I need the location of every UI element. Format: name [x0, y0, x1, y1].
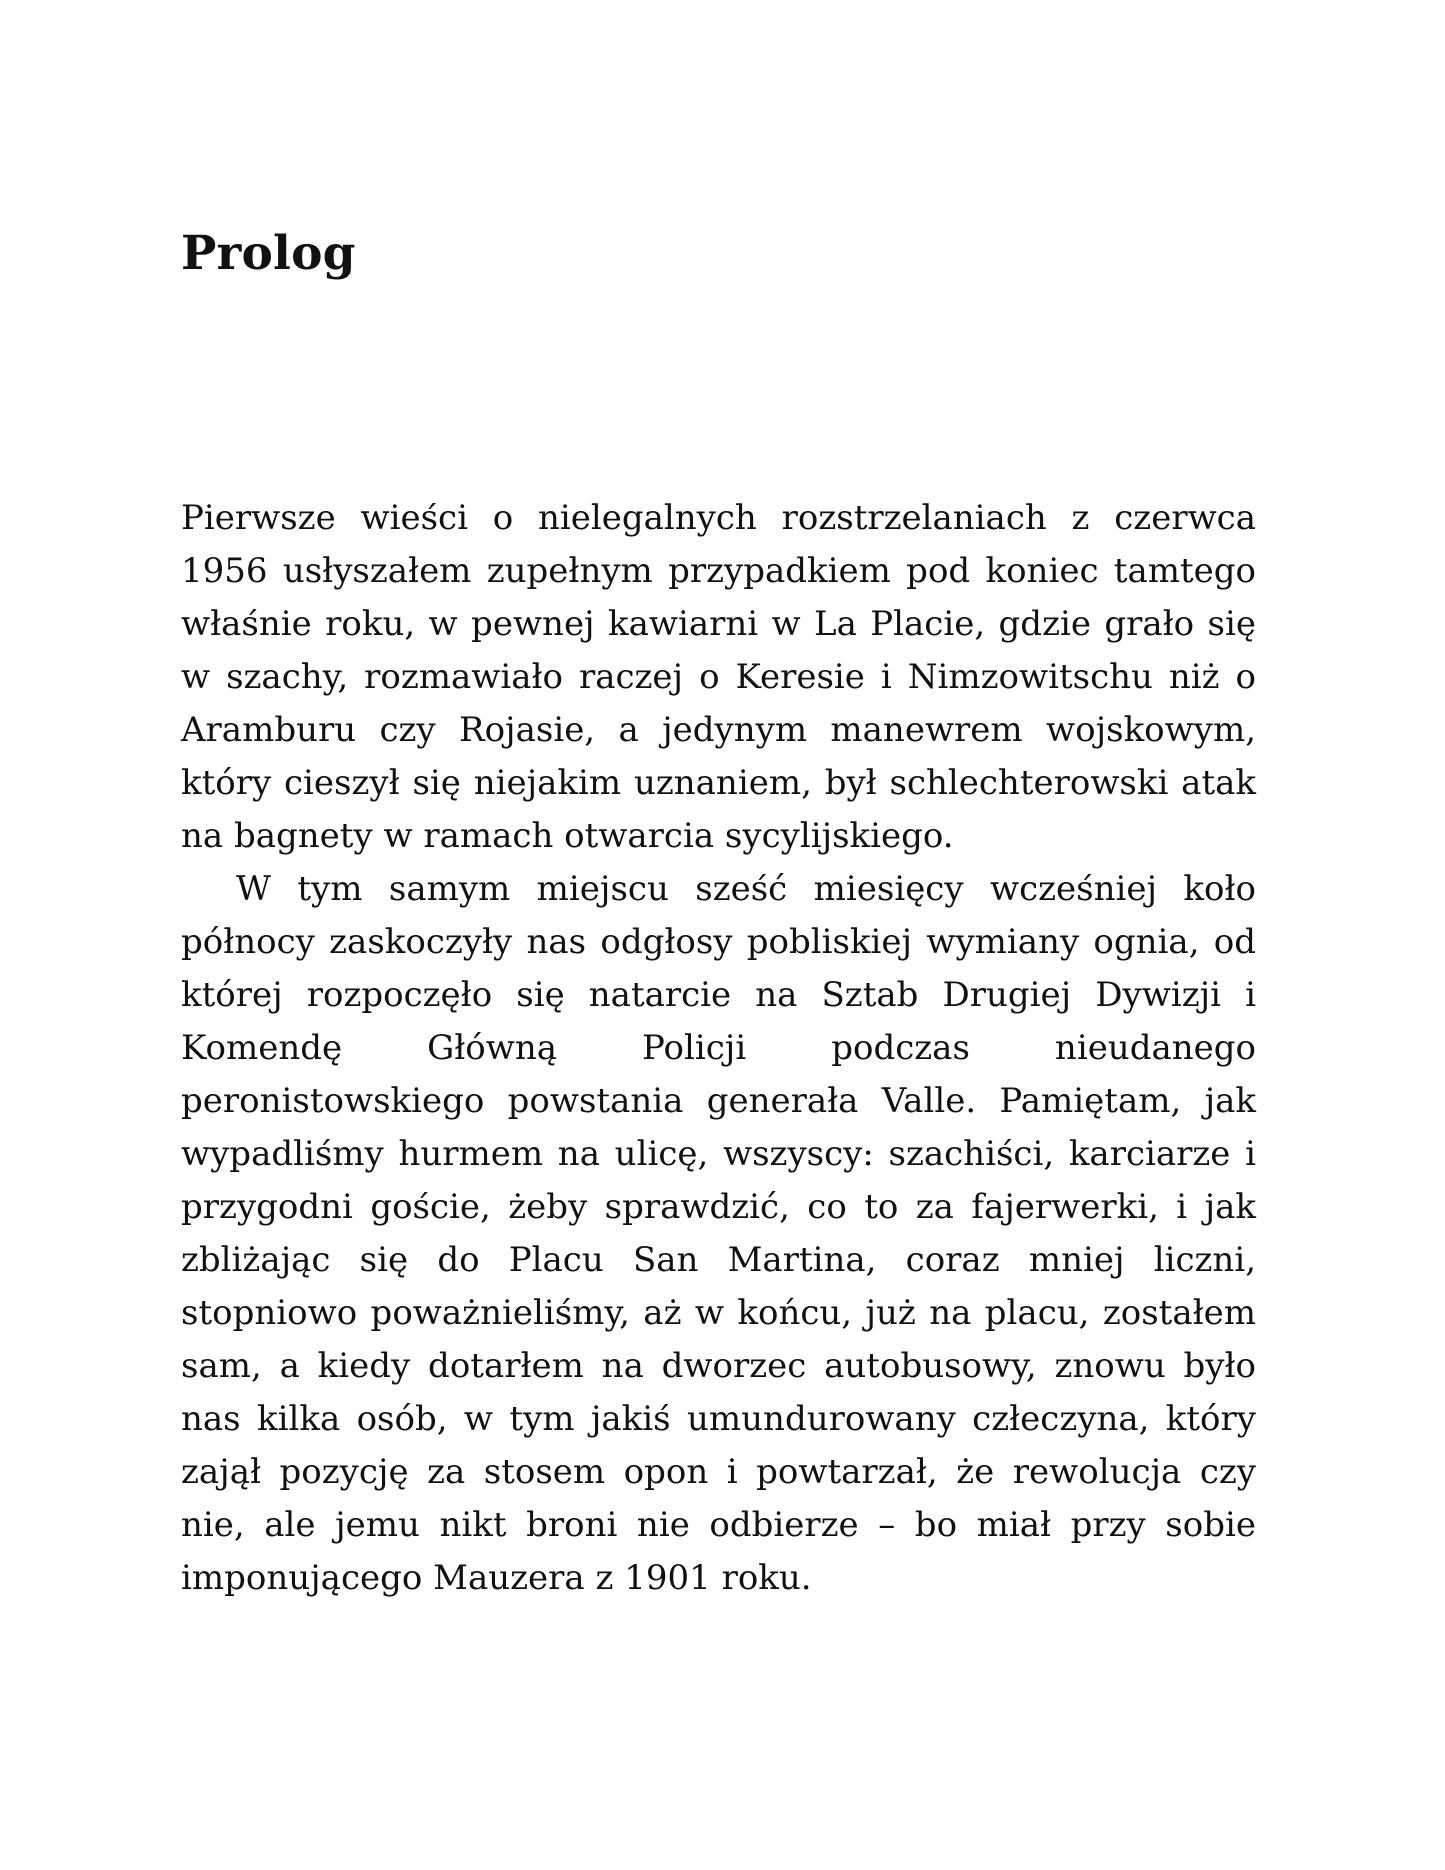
chapter-title: Prolog [181, 226, 356, 281]
paragraph-1: Pierwsze wieści o nielegalnych rozstrzelaniach z czerwca 1956 usłyszałem zupełnym przypadkiem pod koniec tamtego właśnie roku, w pewnej kawiarni w La Placie, gdzie grało się w szachy, rozmawiało raczej o Keresie i Nimzowitschu niż o Aramburu czy Rojasie, a jedynym manewrem wojskowym, który cieszył się niejakim uznaniem, był schlechterowski atak na bagnety w ramach otwarcia sycylijskiego. [181, 498, 1256, 856]
chapter-body [181, 492, 1256, 1605]
paragraph-2: W tym samym miejscu sześć miesięcy wcześniej koło północy zaskoczyły nas odgłosy pobliskiej wymiany ognia, od której rozpoczęło się natarcie na Sztab Drugiej Dywizji i Komendę Główną Policji podczas nieudanego peronistowskiego powstania generała Valle. Pamiętam, jak wypadliśmy hurmem na ulicę, wszyscy: szachiści, karciarze i przygodni goście, żeby sprawdzić, co to za fajerwerki, i jak zbliżając się do Placu San Martina, coraz mniej liczni, stopniowo poważnieliśmy, aż w końcu, już na placu, zostałem sam, a kiedy dotarłem na dworzec autobusowy, znowu było nas kilka osób, w tym jakiś umundurowany człeczyna, który zajął pozycję za stosem opon i powtarzał, że rewolucja czy nie, ale jemu nikt broni nie odbierze – bo miał przy sobie imponującego Mauzera z 1901 roku. [181, 869, 1256, 1598]
